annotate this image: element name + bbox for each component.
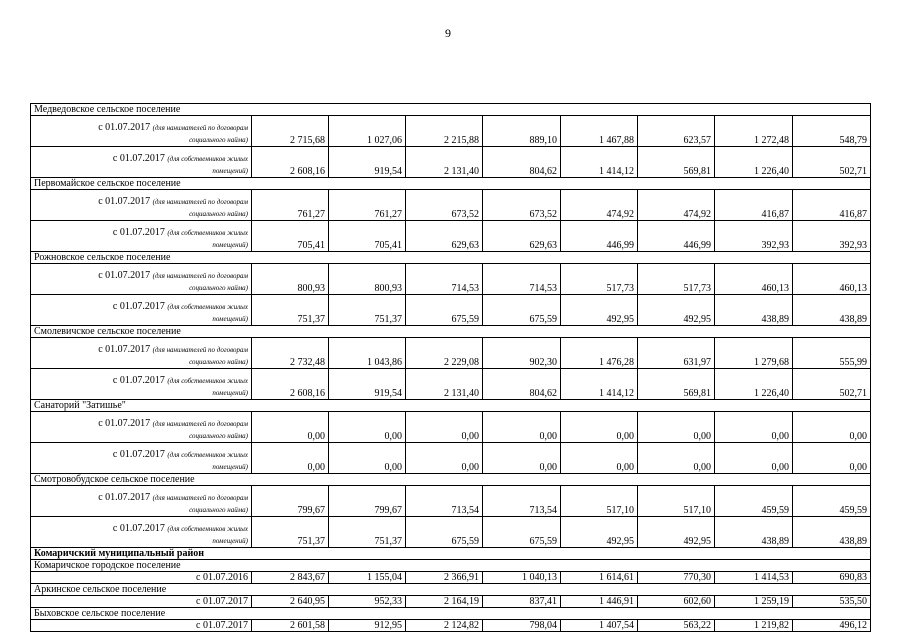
tariff-value-cell: 705,41 — [329, 221, 406, 252]
table-row — [31, 443, 871, 474]
tariff-value-cell: 1 226,40 — [715, 147, 793, 178]
section-header-row — [31, 548, 871, 560]
tariff-value-cell: 438,89 — [715, 517, 793, 548]
section-header-row — [31, 474, 871, 486]
tariff-value-cell: 705,41 — [252, 221, 329, 252]
tariff-value-cell: 919,54 — [329, 147, 406, 178]
table-body — [31, 104, 871, 632]
tenant-category-line1: (для нанимателей по договорам — [152, 420, 248, 428]
tenant-category-line2: помещений) — [212, 241, 248, 249]
tariff-value-cell: 1 414,12 — [561, 369, 638, 400]
tariff-value-cell: 2 124,82 — [406, 620, 483, 632]
tariff-value-cell: 548,79 — [793, 116, 871, 147]
row-label — [31, 412, 252, 443]
tariff-value-cell: 1 272,48 — [715, 116, 793, 147]
effective-date: с 01.07.2017 — [112, 375, 165, 386]
tariff-value-cell: 496,12 — [793, 620, 871, 632]
tariff-value-cell: 0,00 — [561, 443, 638, 474]
row-label — [31, 338, 252, 369]
table-row — [31, 190, 871, 221]
table-row — [31, 517, 871, 548]
tariff-value-cell: 459,59 — [793, 486, 871, 517]
row-label — [31, 221, 252, 252]
tariff-table — [30, 103, 871, 632]
tenant-category-line1: (для нанимателей по договорам — [152, 494, 248, 502]
row-label — [31, 596, 252, 608]
tariff-value-cell: 675,59 — [483, 295, 561, 326]
tariff-value-cell: 804,62 — [483, 369, 561, 400]
tariff-value-cell: 517,10 — [638, 486, 715, 517]
row-label — [31, 620, 252, 632]
tenant-category-line1: (для собственников жилых — [167, 377, 248, 385]
tenant-category-line2: социального найма) — [189, 432, 248, 440]
tenant-category-line1: (для нанимателей по договорам — [152, 124, 248, 132]
tariff-value-cell: 761,27 — [252, 190, 329, 221]
effective-date: с 01.07.2017 — [98, 344, 151, 355]
page-number: 9 — [445, 26, 451, 40]
tenant-category-line1: (для собственников жилых — [167, 303, 248, 311]
tariff-value-cell: 2 843,67 — [252, 572, 329, 584]
tariff-value-cell: 0,00 — [638, 412, 715, 443]
effective-date: с 01.07.2016 — [196, 572, 248, 583]
tariff-value-cell: 416,87 — [793, 190, 871, 221]
tariff-value-cell: 0,00 — [638, 443, 715, 474]
tariff-value-cell: 751,37 — [252, 517, 329, 548]
tariff-value-cell: 517,73 — [561, 264, 638, 295]
table-row — [31, 486, 871, 517]
tenant-category-line1: (для собственников жилых — [167, 451, 248, 459]
tariff-value-cell: 460,13 — [793, 264, 871, 295]
tariff-value-cell: 713,54 — [406, 486, 483, 517]
tariff-value-cell: 1 407,54 — [561, 620, 638, 632]
section-header-row — [31, 178, 871, 190]
table-row — [31, 412, 871, 443]
effective-date: с 01.07.2017 — [196, 620, 248, 631]
tariff-value-cell: 837,41 — [483, 596, 561, 608]
tariff-value-cell: 438,89 — [793, 295, 871, 326]
tariff-value-cell: 0,00 — [483, 443, 561, 474]
section-title: Смолевичское сельское поселение — [31, 326, 871, 338]
section-header-row — [31, 252, 871, 264]
tariff-value-cell: 2 164,19 — [406, 596, 483, 608]
tariff-value-cell: 569,81 — [638, 369, 715, 400]
tariff-value-cell: 804,62 — [483, 147, 561, 178]
section-header-row — [31, 584, 871, 596]
tariff-value-cell: 1 476,28 — [561, 338, 638, 369]
tariff-value-cell: 492,95 — [561, 517, 638, 548]
tenant-category-line1: (для собственников жилых — [167, 525, 248, 533]
section-header-row — [31, 608, 871, 620]
section-title: Комаричский муниципальный район — [31, 548, 871, 560]
tenant-category-line2: социального найма) — [189, 284, 248, 292]
section-title: Медведовское сельское поселение — [31, 104, 871, 116]
tariff-value-cell: 1 414,12 — [561, 147, 638, 178]
tenant-category-line2: помещений) — [212, 537, 248, 545]
tenant-category-line2: помещений) — [212, 167, 248, 175]
section-title: Первомайское сельское поселение — [31, 178, 871, 190]
tariff-value-cell: 602,60 — [638, 596, 715, 608]
row-label — [31, 190, 252, 221]
tariff-value-cell: 1 027,06 — [329, 116, 406, 147]
tariff-value-cell: 517,73 — [638, 264, 715, 295]
tariff-value-cell: 623,57 — [638, 116, 715, 147]
section-title: Смотровобудское сельское поселение — [31, 474, 871, 486]
tariff-value-cell: 2 601,58 — [252, 620, 329, 632]
tariff-value-cell: 1 279,68 — [715, 338, 793, 369]
tariff-value-cell: 1 043,86 — [329, 338, 406, 369]
table-row — [31, 369, 871, 400]
effective-date: с 01.07.2017 — [112, 301, 165, 312]
tariff-value-cell: 629,63 — [483, 221, 561, 252]
tariff-value-cell: 0,00 — [329, 443, 406, 474]
table-row — [31, 572, 871, 584]
row-label — [31, 147, 252, 178]
tariff-value-cell: 631,97 — [638, 338, 715, 369]
tariff-value-cell: 563,22 — [638, 620, 715, 632]
tariff-value-cell: 2 640,95 — [252, 596, 329, 608]
section-header-row — [31, 400, 871, 412]
tariff-value-cell: 2 366,91 — [406, 572, 483, 584]
tariff-value-cell: 761,27 — [329, 190, 406, 221]
tariff-value-cell: 889,10 — [483, 116, 561, 147]
tariff-value-cell: 751,37 — [329, 295, 406, 326]
tariff-value-cell: 713,54 — [483, 486, 561, 517]
tenant-category-line2: социального найма) — [189, 136, 248, 144]
section-title: Аркинское сельское поселение — [31, 584, 871, 596]
tariff-value-cell: 1 219,82 — [715, 620, 793, 632]
tariff-value-cell: 1 467,88 — [561, 116, 638, 147]
tariff-value-cell: 912,95 — [329, 620, 406, 632]
effective-date: с 01.07.2017 — [98, 122, 151, 133]
section-header-row — [31, 326, 871, 338]
tariff-value-cell: 2 608,16 — [252, 147, 329, 178]
tariff-value-cell: 446,99 — [638, 221, 715, 252]
tariff-value-cell: 0,00 — [406, 443, 483, 474]
tariff-value-cell: 517,10 — [561, 486, 638, 517]
tariff-value-cell: 0,00 — [793, 443, 871, 474]
effective-date: с 01.07.2017 — [98, 492, 151, 503]
tariff-value-cell: 714,53 — [483, 264, 561, 295]
tariff-value-cell: 438,89 — [793, 517, 871, 548]
section-header-row — [31, 104, 871, 116]
section-title: Быховское сельское поселение — [31, 608, 871, 620]
row-label — [31, 369, 252, 400]
tariff-value-cell: 1 259,19 — [715, 596, 793, 608]
tariff-value-cell: 751,37 — [252, 295, 329, 326]
row-label — [31, 572, 252, 584]
tariff-value-cell: 1 155,04 — [329, 572, 406, 584]
tariff-value-cell: 0,00 — [715, 412, 793, 443]
tenant-category-line2: социального найма) — [189, 358, 248, 366]
section-title: Санаторий "Затишье" — [31, 400, 871, 412]
effective-date: с 01.07.2017 — [112, 227, 165, 238]
tenant-category-line2: социального найма) — [189, 506, 248, 514]
tariff-value-cell: 392,93 — [793, 221, 871, 252]
tenant-category-line2: помещений) — [212, 463, 248, 471]
effective-date: с 01.07.2017 — [112, 523, 165, 534]
tariff-value-cell: 0,00 — [252, 412, 329, 443]
tariff-value-cell: 460,13 — [715, 264, 793, 295]
tariff-value-cell: 492,95 — [561, 295, 638, 326]
section-title: Комаричское городское поселение — [31, 560, 871, 572]
tariff-value-cell: 1 414,53 — [715, 572, 793, 584]
tariff-value-cell: 902,30 — [483, 338, 561, 369]
tariff-value-cell: 673,52 — [483, 190, 561, 221]
tariff-value-cell: 2 715,68 — [252, 116, 329, 147]
row-label — [31, 264, 252, 295]
tariff-value-cell: 474,92 — [561, 190, 638, 221]
row-label — [31, 486, 252, 517]
tariff-value-cell: 751,37 — [329, 517, 406, 548]
tenant-category-line1: (для собственников жилых — [167, 155, 248, 163]
tariff-value-cell: 0,00 — [406, 412, 483, 443]
tariff-value-cell: 770,30 — [638, 572, 715, 584]
row-label — [31, 116, 252, 147]
tariff-value-cell: 690,83 — [793, 572, 871, 584]
tariff-value-cell: 535,50 — [793, 596, 871, 608]
effective-date: с 01.07.2017 — [98, 196, 151, 207]
effective-date: с 01.07.2017 — [98, 418, 151, 429]
tariff-value-cell: 714,53 — [406, 264, 483, 295]
tariff-value-cell: 1 446,91 — [561, 596, 638, 608]
tariff-value-cell: 799,67 — [252, 486, 329, 517]
tenant-category-line1: (для нанимателей по договорам — [152, 198, 248, 206]
table-row — [31, 338, 871, 369]
tariff-value-cell: 569,81 — [638, 147, 715, 178]
tariff-value-cell: 798,04 — [483, 620, 561, 632]
row-label — [31, 443, 252, 474]
effective-date: с 01.07.2017 — [112, 449, 165, 460]
tariff-value-cell: 799,67 — [329, 486, 406, 517]
effective-date: с 01.07.2017 — [98, 270, 151, 281]
tariff-value-cell: 0,00 — [329, 412, 406, 443]
section-title: Рожновское сельское поселение — [31, 252, 871, 264]
table-row — [31, 264, 871, 295]
tariff-value-cell: 0,00 — [561, 412, 638, 443]
tariff-value-cell: 800,93 — [252, 264, 329, 295]
tariff-value-cell: 675,59 — [406, 295, 483, 326]
table-row — [31, 147, 871, 178]
tariff-value-cell: 629,63 — [406, 221, 483, 252]
tariff-value-cell: 2 131,40 — [406, 147, 483, 178]
tariff-value-cell: 1 226,40 — [715, 369, 793, 400]
tariff-value-cell: 0,00 — [252, 443, 329, 474]
tariff-value-cell: 2 732,48 — [252, 338, 329, 369]
tariff-value-cell: 675,59 — [406, 517, 483, 548]
tariff-value-cell: 446,99 — [561, 221, 638, 252]
tenant-category-line1: (для нанимателей по договорам — [152, 346, 248, 354]
table-row — [31, 620, 871, 632]
tariff-value-cell: 2 215,88 — [406, 116, 483, 147]
tariff-value-cell: 1 040,13 — [483, 572, 561, 584]
table-row — [31, 221, 871, 252]
tariff-value-cell: 459,59 — [715, 486, 793, 517]
table-row — [31, 596, 871, 608]
table-row — [31, 116, 871, 147]
table-row — [31, 295, 871, 326]
tariff-value-cell: 919,54 — [329, 369, 406, 400]
tariff-value-cell: 2 229,08 — [406, 338, 483, 369]
tariff-value-cell: 952,33 — [329, 596, 406, 608]
tariff-value-cell: 474,92 — [638, 190, 715, 221]
tariff-value-cell: 502,71 — [793, 147, 871, 178]
tenant-category-line2: помещений) — [212, 315, 248, 323]
tariff-value-cell: 1 614,61 — [561, 572, 638, 584]
tariff-value-cell: 673,52 — [406, 190, 483, 221]
tenant-category-line2: социального найма) — [189, 210, 248, 218]
tariff-value-cell: 502,71 — [793, 369, 871, 400]
tariff-value-cell: 555,99 — [793, 338, 871, 369]
tariff-value-cell: 2 131,40 — [406, 369, 483, 400]
row-label — [31, 295, 252, 326]
row-label — [31, 517, 252, 548]
section-header-row — [31, 560, 871, 572]
tariff-value-cell: 0,00 — [715, 443, 793, 474]
tenant-category-line2: помещений) — [212, 389, 248, 397]
tariff-value-cell: 492,95 — [638, 517, 715, 548]
tenant-category-line1: (для нанимателей по договорам — [152, 272, 248, 280]
tenant-category-line1: (для собственников жилых — [167, 229, 248, 237]
tariff-value-cell: 675,59 — [483, 517, 561, 548]
tariff-value-cell: 416,87 — [715, 190, 793, 221]
effective-date: с 01.07.2017 — [196, 596, 248, 607]
tariff-value-cell: 392,93 — [715, 221, 793, 252]
tariff-value-cell: 492,95 — [638, 295, 715, 326]
tariff-value-cell: 0,00 — [483, 412, 561, 443]
tariff-value-cell: 0,00 — [793, 412, 871, 443]
tariff-value-cell: 438,89 — [715, 295, 793, 326]
tariff-value-cell: 800,93 — [329, 264, 406, 295]
effective-date: с 01.07.2017 — [112, 153, 165, 164]
tariff-value-cell: 2 608,16 — [252, 369, 329, 400]
